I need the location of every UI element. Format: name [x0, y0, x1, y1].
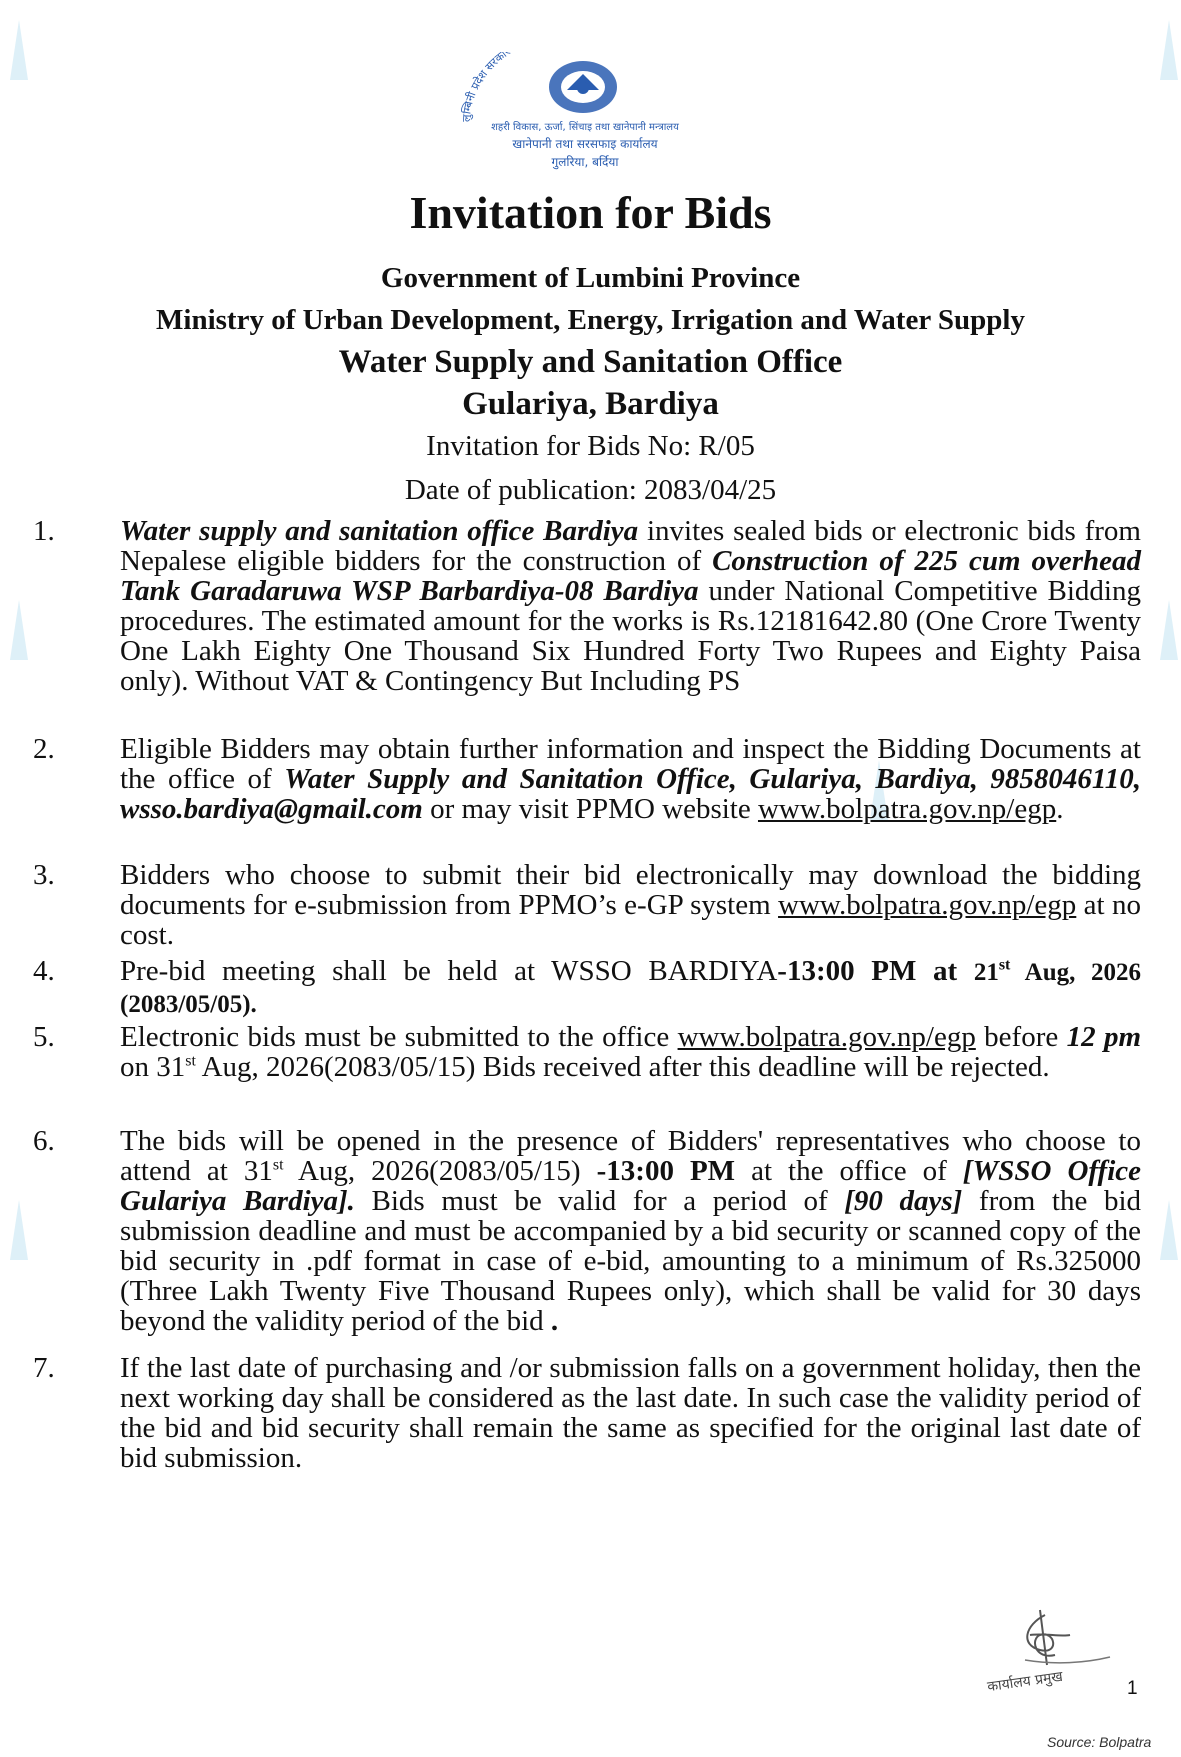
item-number: 5. — [33, 1021, 55, 1053]
opening-place: [WSSO Office Gulariya Bardiya]. — [120, 1155, 1141, 1217]
decorative-edge-mark — [1160, 600, 1178, 660]
ordinal-suffix: st — [272, 1156, 284, 1174]
handwritten-signature — [985, 1605, 1115, 1675]
item-text — [120, 860, 1141, 950]
office-name-emphasis: Water supply and sanitation office Bardiya — [120, 515, 639, 547]
prebid-time: -13:00 PM at — [777, 955, 974, 987]
government-name: Government of Lumbini Province — [380, 262, 801, 294]
opening-time: -13:00 PM — [596, 1155, 736, 1187]
decorative-edge-mark — [10, 600, 28, 660]
item-number: 4. — [33, 955, 55, 987]
item-text — [120, 1126, 1141, 1336]
text-run: Aug, 2026(2083/05/15) Bids received after this deadline will be rejected. — [195, 1051, 1050, 1083]
egp-link[interactable]: www.bolpatra.gov.np/egp — [778, 889, 1077, 921]
text-run: or may visit PPMO website — [422, 793, 758, 825]
text-run: at the office of — [735, 1155, 963, 1187]
project-name: Construction of 225 cum overhead Tank Garadaruwa WSP Barbardiya-08 Bardiya — [120, 545, 1141, 607]
office-contact: Water Supply and Sanitation Office, Gulariya, Bardiya, 9858046110, wsso.bardiya@gmail.com — [120, 763, 1142, 825]
item-text — [120, 734, 1141, 824]
decorative-edge-mark — [10, 20, 28, 80]
decorative-edge-mark — [1160, 1200, 1178, 1260]
text-run: Bids must be valid for a period of — [354, 1185, 845, 1217]
office-location: Gulariya, Bardiya — [462, 386, 719, 422]
source-credit: Source: Bolpatra — [1047, 1734, 1152, 1750]
seal-text-line1: शहरी विकास, ऊर्जा, सिंचाइ तथा खानेपानी मन्त्रालय — [491, 122, 679, 133]
item-number: 1. — [33, 515, 55, 547]
item-number: 3. — [33, 859, 55, 891]
item-number: 2. — [33, 733, 55, 765]
item-number: 6. — [33, 1125, 55, 1157]
document-title: Invitation for Bids — [409, 187, 772, 238]
text-run: at no cost. — [120, 889, 1142, 951]
egp-link[interactable]: www.bolpatra.gov.np/egp — [757, 793, 1057, 825]
office-seal — [455, 52, 715, 177]
egp-link[interactable]: www.bolpatra.gov.np/egp — [677, 1021, 976, 1053]
prebid-date: Aug, 2026 (2083/05/05). — [120, 959, 1142, 1018]
item-text — [120, 1353, 1141, 1473]
text-run: If the last date of purchasing and /or submission falls on a government holiday, then the next working day shall be considered as the last date. In such case the validity period of the bid and bid security shall remain the same as specified for the original last date of bid submission. — [120, 1352, 1141, 1474]
seal-text-line2: खानेपानी तथा सरसफाइ कार्यालय — [512, 137, 658, 151]
item-number: 7. — [33, 1352, 55, 1384]
text-run: Electronic bids must be submitted to the office — [120, 1021, 678, 1053]
signature-scribble-icon — [985, 1605, 1115, 1675]
text-run: on 31 — [120, 1051, 186, 1083]
text-run: The bids will be opened in the presence of Bidders' representatives who choose to attend at 31 — [120, 1125, 1141, 1187]
seal-emblem-icon — [455, 52, 715, 177]
text-run: from the bid submission deadline and must be accompanied by a bid security or scanned copy of the bid security in .pdf format in case of e-bid, amounting to a minimum of Rs.325000 (Three Lakh Twenty Five Thousand Rupees only), which shall be valid for 30 days beyond the validity period of the bid — [120, 1185, 1142, 1337]
text-run: . — [550, 1305, 559, 1337]
ministry-name: Ministry of Urban Development, Energy, Irrigation and Water Supply — [156, 304, 1025, 336]
text-run: Bidders who choose to submit their bid electronically may download the bidding documents for e-submission from PPMO’s e-GP system — [120, 859, 1141, 921]
ifb-number: Invitation for Bids No: R/05 — [426, 430, 755, 462]
signature-caption: कार्यालय प्रमुख — [986, 1668, 1064, 1696]
validity-period: [90 days] — [844, 1185, 963, 1217]
item-text — [120, 956, 1141, 1020]
text-run: . — [1056, 793, 1064, 825]
publication-date: Date of publication: 2083/04/25 — [404, 474, 777, 506]
seal-text-line3: गुलरिया, बर्दिया — [551, 155, 619, 169]
text-run: Aug, 2026(2083/05/15) — [283, 1155, 597, 1187]
text-run: Pre-bid meeting shall be held at WSSO BARDIYA — [120, 955, 778, 987]
prebid-day: 21 — [973, 959, 999, 986]
office-name: Water Supply and Sanitation Office — [338, 344, 843, 380]
decorative-edge-mark — [10, 1200, 28, 1260]
decorative-edge-mark — [1160, 20, 1178, 80]
item-text — [120, 516, 1141, 696]
ordinal-suffix: st — [998, 956, 1011, 974]
ordinal-suffix: st — [185, 1052, 196, 1070]
seal-text-top: लुम्बिनी प्रदेश सरका — [459, 52, 510, 123]
submission-time: 12 pm — [1066, 1021, 1142, 1053]
page-number: 1 — [1127, 1678, 1138, 1699]
text-run: before — [975, 1021, 1067, 1053]
svg-text:लुम्बिनी प्रदेश सरकार — [460, 52, 513, 122]
text-run: under National Competitive Bidding procedures. The estimated amount for the works is Rs.12181642.80 (One Crore Twenty One Lakh Eighty One Thousand Six Hundred Forty Two Rupees and Eighty Paisa only). Without VAT & Contingency But Including PS — [120, 575, 1141, 697]
text-run: Eligible Bidders may obtain further information and inspect the Bidding Documents at the office of — [120, 733, 1141, 795]
item-text — [120, 1022, 1141, 1082]
text-run: invites sealed bids or electronic bids from Nepalese eligible bidders for the construction of — [120, 515, 1141, 577]
